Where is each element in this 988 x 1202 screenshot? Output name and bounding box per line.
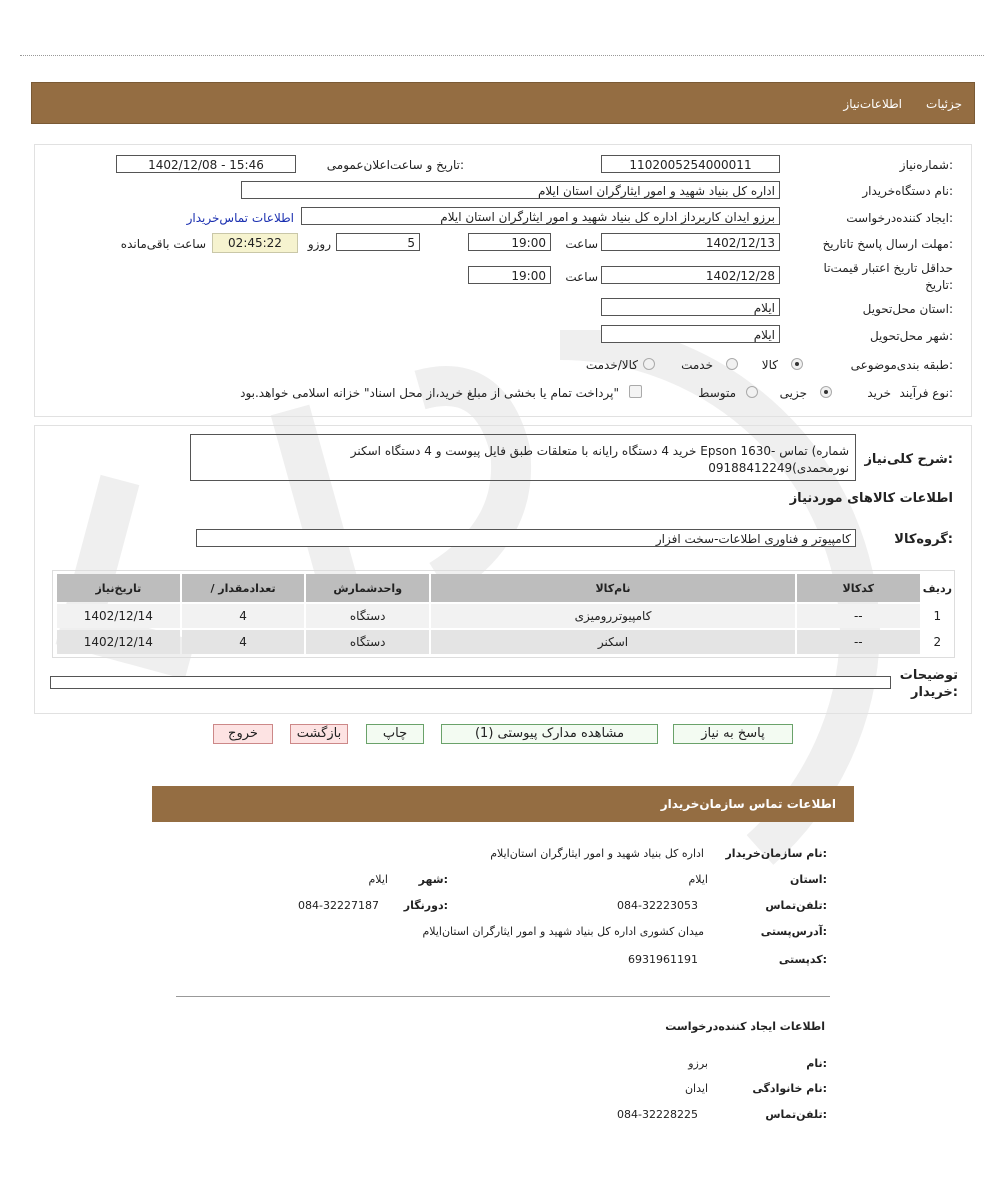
- contact-fax-label: دورنگار:: [403, 899, 448, 912]
- description-line-1: خرید 4 دستگاه رایانه با متعلقات طبق فایل پیوست و 4 دستگاه اسکنر Epson 1630- شماره) تماس: [350, 444, 849, 458]
- process-buy-label: خرید: [867, 386, 891, 400]
- cell-name: اسکنر: [431, 630, 795, 654]
- validity-label-1: حداقل تاریخ اعتبار قیمت‌تا‌: [823, 261, 953, 275]
- col-qty: تعداد‌مقدار /: [182, 574, 305, 602]
- tab-details[interactable]: جزئيات: [926, 97, 962, 111]
- buyer-notes-field: [50, 676, 891, 689]
- category-both-radio[interactable]: [643, 358, 655, 370]
- process-medium-radio[interactable]: [746, 386, 758, 398]
- category-goods-label: کالا: [761, 358, 778, 372]
- contact-city-value: ایلام: [368, 873, 388, 886]
- announce-field: 1402/12/08 - 15:46: [116, 155, 296, 173]
- need-number-label: شماره‌نیاز:: [899, 158, 953, 172]
- remaining-label: ساعت باقی‌مانده: [120, 237, 206, 251]
- reply-button[interactable]: پاسخ به نیاز: [673, 724, 793, 744]
- deadline-date-field: 1402/12/13: [601, 233, 780, 251]
- creator-field: برزو ایدان کاربرداز اداره کل بنیاد شهید و امور ایثارگران استان ایلام: [301, 207, 780, 225]
- creator-name-label: نام:: [806, 1057, 827, 1070]
- province-label: استان محل‌تحویل:: [862, 302, 953, 316]
- process-partial-label: جزیی: [779, 386, 807, 400]
- cell-unit: دستگاه: [306, 630, 429, 654]
- description-label: شرح کلی‌نیاز:: [864, 452, 953, 467]
- goods-group-label: گروه‌کالا:: [894, 532, 953, 547]
- print-button[interactable]: چاپ: [366, 724, 424, 744]
- announce-label: تاریخ و ساعت‌اعلان‌عمومی:: [326, 158, 464, 172]
- days-label: روزو: [307, 237, 331, 251]
- goods-section-title: اطلاعات کالاهای مورد‌نیاز: [789, 491, 953, 506]
- category-goods-radio[interactable]: [791, 358, 803, 370]
- col-unit: واحد‌شمارش: [306, 574, 429, 602]
- contact-province-value: ایلام: [688, 873, 708, 886]
- org-value: اداره کل بنیاد شهید و امور ایثارگران استان‌ایلام: [490, 847, 704, 860]
- cell-qty: 4: [182, 630, 305, 654]
- city-label: شهر محل‌تحویل:: [869, 329, 953, 343]
- cell-name: کامپیوتررومیزی: [431, 604, 795, 628]
- buyer-field: اداره کل بنیاد شهید و امور ایثارگران استان ایلام: [241, 181, 780, 199]
- creator-label: ایجاد کننده‌درخواست:: [846, 211, 953, 225]
- contact-fax-value: 084-32227187: [298, 899, 379, 912]
- treasury-payment-checkbox[interactable]: [629, 385, 642, 398]
- validity-date-field: 1402/12/28: [601, 266, 780, 284]
- table-row: [57, 630, 953, 654]
- contact-province-label: استان:: [789, 873, 827, 886]
- contact-city-label: شهر:: [418, 873, 448, 886]
- top-divider: [20, 55, 984, 56]
- process-medium-label: متوسط: [698, 386, 736, 400]
- buyer-label: نام دستگاه‌خریدار:: [862, 184, 953, 198]
- validity-time-field: 19:00: [468, 266, 551, 284]
- description-line-2: 09188412249(نورمحمدی: [708, 461, 849, 475]
- attachments-button[interactable]: مشاهده مدارک پیوستی (1): [441, 724, 658, 744]
- treasury-payment-note: پرداخت تمام یا بخشی از مبلغ خرید،از محل اسناد" خزانه اسلامی خواهد.بود": [240, 386, 619, 400]
- contact-postal-label: کد‌پستی:: [778, 953, 827, 966]
- deadline-label: مهلت ارسال پاسخ تا‌تاریخ:: [822, 237, 953, 251]
- category-service-label: خدمت: [681, 358, 713, 372]
- back-button[interactable]: بازگشت: [290, 724, 348, 744]
- province-field: ایلام: [601, 298, 780, 316]
- contact-header: [152, 786, 854, 822]
- exit-button[interactable]: خروج: [213, 724, 273, 744]
- city-field: ایلام: [601, 325, 780, 343]
- table-row: [57, 604, 953, 628]
- creator-family-value: ایدان: [684, 1082, 708, 1095]
- buyer-notes-label-2: خریدار:: [911, 685, 958, 700]
- col-date: تاریخ‌نیاز: [57, 574, 180, 602]
- page-header: [31, 82, 975, 124]
- contact-title: اطلاعات تماس سازمان‌خریدار: [660, 797, 836, 811]
- goods-table-header: [57, 574, 953, 602]
- category-label: طبقه بندی‌موضوعی:: [850, 358, 953, 372]
- cell-code: --: [797, 604, 920, 628]
- category-service-radio[interactable]: [726, 358, 738, 370]
- days-field: 5: [336, 233, 420, 251]
- creator-phone-value: 084-32228225: [617, 1108, 698, 1121]
- deadline-time-label: ساعت: [565, 237, 598, 251]
- validity-label-2: تاریخ:: [925, 278, 953, 292]
- contact-phone-value: 084-32223053: [617, 899, 698, 912]
- contact-phone-label: تلفن‌تماس:: [765, 899, 827, 912]
- cell-row: 2: [922, 630, 953, 654]
- creator-name-value: برزو: [688, 1057, 708, 1070]
- creator-info-title: اطلاعات ایجاد کننده‌درخواست: [665, 1020, 825, 1033]
- org-label: نام سازمان‌خریدار:: [725, 847, 827, 860]
- contact-divider: [176, 996, 830, 997]
- deadline-time-field: 19:00: [468, 233, 551, 251]
- cell-unit: دستگاه: [306, 604, 429, 628]
- col-row: ردیف: [922, 574, 953, 602]
- tab-need-info[interactable]: اطلاعات‌نیاز: [843, 97, 902, 111]
- category-both-label: کالا/خدمت: [585, 358, 638, 372]
- buyer-contact-link[interactable]: اطلاعات تماس‌خریدار: [186, 211, 294, 225]
- cell-code: --: [797, 630, 920, 654]
- cell-date: 1402/12/14: [57, 604, 180, 628]
- contact-address-value: میدان کشوری اداره کل بنیاد شهید و امور ایثارگران استان‌ایلام: [422, 925, 704, 938]
- goods-group-field: کامپیوتر و فناوری اطلاعات-سخت افزار: [196, 529, 856, 547]
- buyer-notes-label-1: توضیحات: [899, 668, 958, 683]
- creator-family-label: نام خانوادگی:: [752, 1082, 827, 1095]
- need-number-field: 1102005254000011: [601, 155, 780, 173]
- process-partial-radio[interactable]: [820, 386, 832, 398]
- cell-row: 1: [922, 604, 953, 628]
- creator-phone-label: تلفن‌تماس:: [765, 1108, 827, 1121]
- col-code: کدکالا: [797, 574, 920, 602]
- validity-time-label: ساعت: [565, 270, 598, 284]
- goods-table: [55, 572, 955, 656]
- cell-qty: 4: [182, 604, 305, 628]
- remaining-timer: 02:45:22: [212, 233, 298, 253]
- cell-date: 1402/12/14: [57, 630, 180, 654]
- process-label: نوع فرآیند:: [899, 386, 953, 400]
- contact-address-label: آدرس‌پستی:: [760, 925, 827, 938]
- col-name: نام‌کالا: [431, 574, 795, 602]
- contact-postal-value: 6931961191: [628, 953, 698, 966]
- description-box: [190, 434, 856, 481]
